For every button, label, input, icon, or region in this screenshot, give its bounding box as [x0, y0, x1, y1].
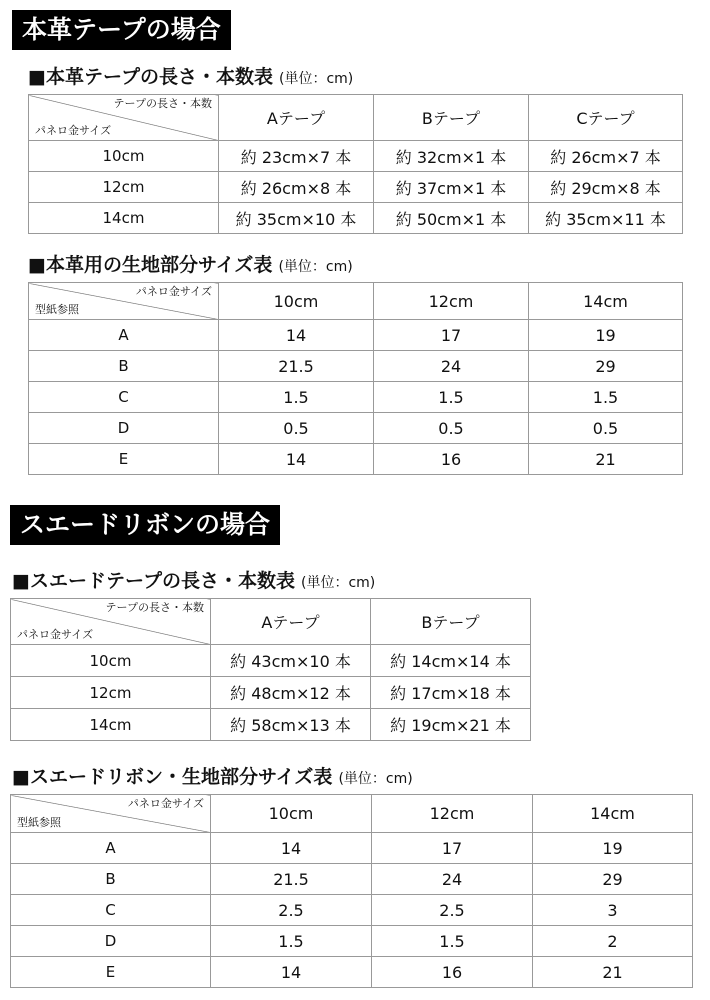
table-cell: 14: [219, 320, 374, 351]
table-cell: 0.5: [219, 413, 374, 444]
corner-bottom-label: 型紙参照: [17, 816, 61, 829]
column-header: Aテープ: [211, 599, 371, 645]
table-cell: 17: [374, 320, 529, 351]
corner-top-label: テープの長さ・本数: [113, 97, 212, 110]
table-row: [29, 320, 683, 351]
table-corner: [29, 283, 219, 320]
table-corner: [29, 95, 219, 141]
corner-top-label: パネロ金サイズ: [127, 797, 204, 810]
table-cell: 14: [219, 444, 374, 475]
table-row: [11, 864, 693, 895]
table-corner: [11, 599, 211, 645]
unit-label: (単位：cm): [338, 771, 413, 787]
corner-top-label: パネロ金サイズ: [135, 285, 212, 298]
row-label: D: [11, 926, 211, 957]
table-cell: 3: [533, 895, 693, 926]
table-cell: 約 26cm×7 本: [529, 141, 683, 172]
table-cell: 29: [529, 351, 683, 382]
table-cell: 2.5: [372, 895, 533, 926]
table-header-row: [29, 95, 683, 141]
table-row: [29, 413, 683, 444]
heading-text: ■本革用の生地部分サイズ表: [28, 254, 273, 276]
table-cell: 約 50cm×1 本: [374, 203, 529, 234]
row-label: B: [11, 864, 211, 895]
column-header: Bテープ: [371, 599, 531, 645]
row-label: 10cm: [11, 645, 211, 677]
table-cell: 21.5: [211, 864, 372, 895]
table-cell: 約 35cm×10 本: [219, 203, 374, 234]
column-header: 10cm: [219, 283, 374, 320]
leather-size-table: [28, 282, 683, 475]
table-cell: 約 43cm×10 本: [211, 645, 371, 677]
table-cell: 約 58cm×13 本: [211, 709, 371, 741]
row-label: C: [29, 382, 219, 413]
table-cell: 約 14cm×14 本: [371, 645, 531, 677]
table-header-row: [11, 795, 693, 833]
table-cell: 14: [211, 957, 372, 988]
table-corner: [11, 795, 211, 833]
table-row: [29, 203, 683, 234]
row-label: E: [11, 957, 211, 988]
suede-size-table: [10, 794, 693, 988]
unit-label: (単位：cm): [279, 71, 354, 87]
heading-text: ■スエードテープの長さ・本数表: [12, 570, 296, 592]
table-row: [29, 382, 683, 413]
table-row: [29, 141, 683, 172]
corner-bottom-label: パネロ金サイズ: [17, 628, 94, 641]
table-cell: 0.5: [374, 413, 529, 444]
column-header: Aテープ: [219, 95, 374, 141]
row-label: D: [29, 413, 219, 444]
column-header: 12cm: [374, 283, 529, 320]
table-cell: 21: [533, 957, 693, 988]
table-cell: 16: [374, 444, 529, 475]
row-label: E: [29, 444, 219, 475]
row-label: 12cm: [29, 172, 219, 203]
unit-label: (単位：cm): [301, 575, 376, 591]
table-row: [11, 709, 531, 741]
suede-tape-heading: [12, 566, 375, 593]
leather-tape-heading: [28, 62, 353, 89]
table-cell: 17: [372, 833, 533, 864]
table-cell: 29: [533, 864, 693, 895]
column-header: Bテープ: [374, 95, 529, 141]
table-cell: 14: [211, 833, 372, 864]
table-row: [11, 645, 531, 677]
table-cell: 約 19cm×21 本: [371, 709, 531, 741]
table-cell: 19: [533, 833, 693, 864]
leather-tape-table: [28, 94, 683, 234]
row-label: C: [11, 895, 211, 926]
table-cell: 約 37cm×1 本: [374, 172, 529, 203]
table-row: [11, 957, 693, 988]
table-cell: 約 32cm×1 本: [374, 141, 529, 172]
table-cell: 2.5: [211, 895, 372, 926]
table-row: [29, 351, 683, 382]
table-cell: 16: [372, 957, 533, 988]
table-cell: 2: [533, 926, 693, 957]
table-cell: 21: [529, 444, 683, 475]
section-banner-suede: スエードリボンの場合: [10, 505, 280, 545]
column-header: 10cm: [211, 795, 372, 833]
row-label: A: [11, 833, 211, 864]
column-header: 14cm: [529, 283, 683, 320]
unit-label: (単位：cm): [278, 259, 353, 275]
table-cell: 19: [529, 320, 683, 351]
table-row: [29, 172, 683, 203]
table-cell: 24: [374, 351, 529, 382]
corner-top-label: テープの長さ・本数: [105, 601, 204, 614]
table-cell: 21.5: [219, 351, 374, 382]
table-cell: 約 26cm×8 本: [219, 172, 374, 203]
table-cell: 約 23cm×7 本: [219, 141, 374, 172]
row-label: A: [29, 320, 219, 351]
table-cell: 1.5: [529, 382, 683, 413]
table-cell: 1.5: [372, 926, 533, 957]
table-row: [11, 833, 693, 864]
table-cell: 1.5: [374, 382, 529, 413]
table-cell: 約 35cm×11 本: [529, 203, 683, 234]
leather-size-heading: [28, 250, 353, 277]
heading-text: ■スエードリボン・生地部分サイズ表: [12, 766, 333, 788]
row-label: 14cm: [29, 203, 219, 234]
suede-tape-table: [10, 598, 531, 741]
table-row: [29, 444, 683, 475]
table-cell: 1.5: [219, 382, 374, 413]
table-cell: 約 48cm×12 本: [211, 677, 371, 709]
column-header: 12cm: [372, 795, 533, 833]
row-label: 14cm: [11, 709, 211, 741]
table-cell: 1.5: [211, 926, 372, 957]
row-label: B: [29, 351, 219, 382]
table-row: [11, 926, 693, 957]
row-label: 10cm: [29, 141, 219, 172]
suede-size-heading: [12, 762, 413, 789]
table-cell: 24: [372, 864, 533, 895]
corner-bottom-label: 型紙参照: [35, 303, 79, 316]
heading-text: ■本革テープの長さ・本数表: [28, 66, 274, 88]
table-cell: 約 29cm×8 本: [529, 172, 683, 203]
corner-bottom-label: パネロ金サイズ: [35, 124, 112, 137]
table-header-row: [29, 283, 683, 320]
table-cell: 0.5: [529, 413, 683, 444]
column-header: Cテープ: [529, 95, 683, 141]
column-header: 14cm: [533, 795, 693, 833]
table-row: [11, 895, 693, 926]
section-banner-leather: 本革テープの場合: [12, 10, 231, 50]
table-header-row: [11, 599, 531, 645]
table-cell: 約 17cm×18 本: [371, 677, 531, 709]
table-row: [11, 677, 531, 709]
row-label: 12cm: [11, 677, 211, 709]
